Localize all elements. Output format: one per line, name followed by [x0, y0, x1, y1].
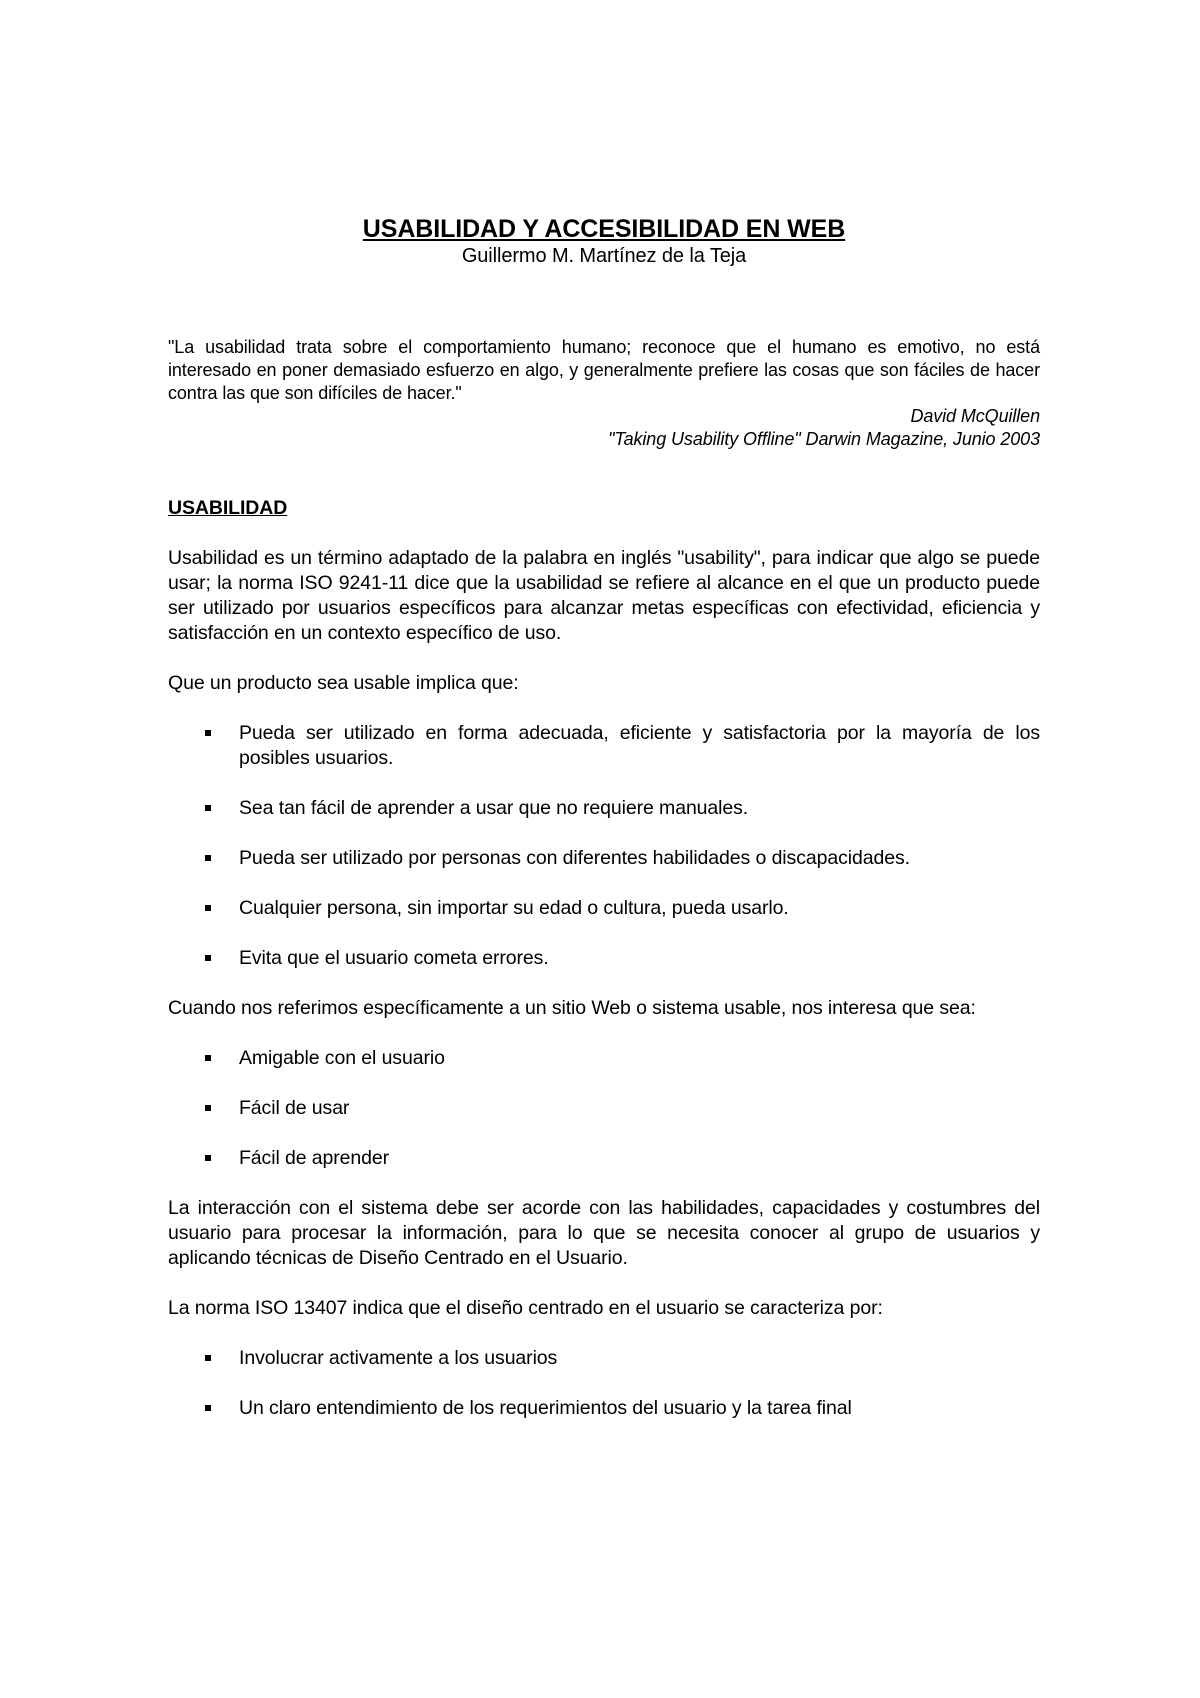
bullet-list-iso13407: [168, 1346, 1040, 1421]
square-bullet-icon: [205, 1055, 211, 1061]
paragraph: Usabilidad es un término adaptado de la palabra en inglés "usability", para indicar que algo se puede usar; la norma ISO 9241-11 dice que la usabilidad se refiere al alcance en el que un producto puede ser utilizado por usuarios específicos para alcanzar metas específicas con efectividad, eficiencia y satisfacción en un contexto específico de uso.: [168, 547, 1040, 644]
paragraph: Cuando nos referimos específicamente a un sitio Web o sistema usable, nos interesa que sea:: [168, 997, 976, 1019]
quote-text: "La usabilidad trata sobre el comportamiento humano; reconoce que el humano es emotivo, no está interesado en poner demasiado esfuerzo en algo, y generalmente prefiere las cosas que son fáciles de hacer contra las que son difíciles de hacer.": [168, 337, 1040, 403]
list-item-text: Involucrar activamente a los usuarios: [239, 1347, 558, 1369]
list-item-text: Un claro entendimiento de los requerimientos del usuario y la tarea final: [239, 1397, 852, 1419]
paragraph: Que un producto sea usable implica que:: [168, 672, 519, 694]
list-item: [168, 846, 1040, 871]
square-bullet-icon: [205, 1155, 211, 1161]
list-item: [168, 1096, 1040, 1121]
list-item: [168, 1146, 1040, 1171]
list-item-text: Pueda ser utilizado por personas con diferentes habilidades o discapacidades.: [239, 847, 910, 869]
list-item: [168, 721, 1040, 771]
bullet-list-web: [168, 1046, 1040, 1171]
list-item-text: Pueda ser utilizado en forma adecuada, eficiente y satisfactoria por la mayoría de los posibles usuarios.: [239, 722, 1040, 769]
list-item-text: Fácil de aprender: [239, 1147, 390, 1169]
list-item-text: Fácil de usar: [239, 1097, 350, 1119]
section-heading: USABILIDAD: [168, 497, 288, 519]
paragraph: La interacción con el sistema debe ser acorde con las habilidades, capacidades y costumbres del usuario para procesar la información, para lo que se necesita conocer al grupo de usuarios y aplicando técnicas de Diseño Centrado en el Usuario.: [168, 1197, 1040, 1269]
document-author: Guillermo M. Martínez de la Teja: [461, 245, 747, 267]
bullet-list-usable: [168, 721, 1040, 971]
list-item: [168, 1346, 1040, 1371]
epigraph-quote: [168, 336, 1040, 451]
list-item: [168, 1046, 1040, 1071]
list-item-text: Evita que el usuario cometa errores.: [239, 947, 549, 969]
list-item-text: Amigable con el usuario: [239, 1047, 445, 1069]
square-bullet-icon: [205, 1355, 211, 1361]
quote-author: David McQuillen: [910, 406, 1040, 426]
square-bullet-icon: [205, 905, 211, 911]
list-item: [168, 946, 1040, 971]
list-item: [168, 796, 1040, 821]
list-item-text: Cualquier persona, sin importar su edad o cultura, pueda usarlo.: [239, 897, 789, 919]
list-item: [168, 896, 1040, 921]
list-item: [168, 1396, 1040, 1421]
square-bullet-icon: [205, 730, 211, 736]
square-bullet-icon: [205, 955, 211, 961]
list-item-text: Sea tan fácil de aprender a usar que no requiere manuales.: [239, 797, 749, 819]
square-bullet-icon: [205, 1105, 211, 1111]
square-bullet-icon: [205, 1405, 211, 1411]
paragraph: La norma ISO 13407 indica que el diseño centrado en el usuario se caracteriza por:: [168, 1297, 883, 1319]
square-bullet-icon: [205, 805, 211, 811]
quote-source: "Taking Usability Offline" Darwin Magazine, Junio 2003: [608, 429, 1040, 449]
square-bullet-icon: [205, 855, 211, 861]
document-title: USABILIDAD Y ACCESIBILIDAD EN WEB: [362, 215, 846, 243]
page-content: [168, 214, 1040, 1421]
